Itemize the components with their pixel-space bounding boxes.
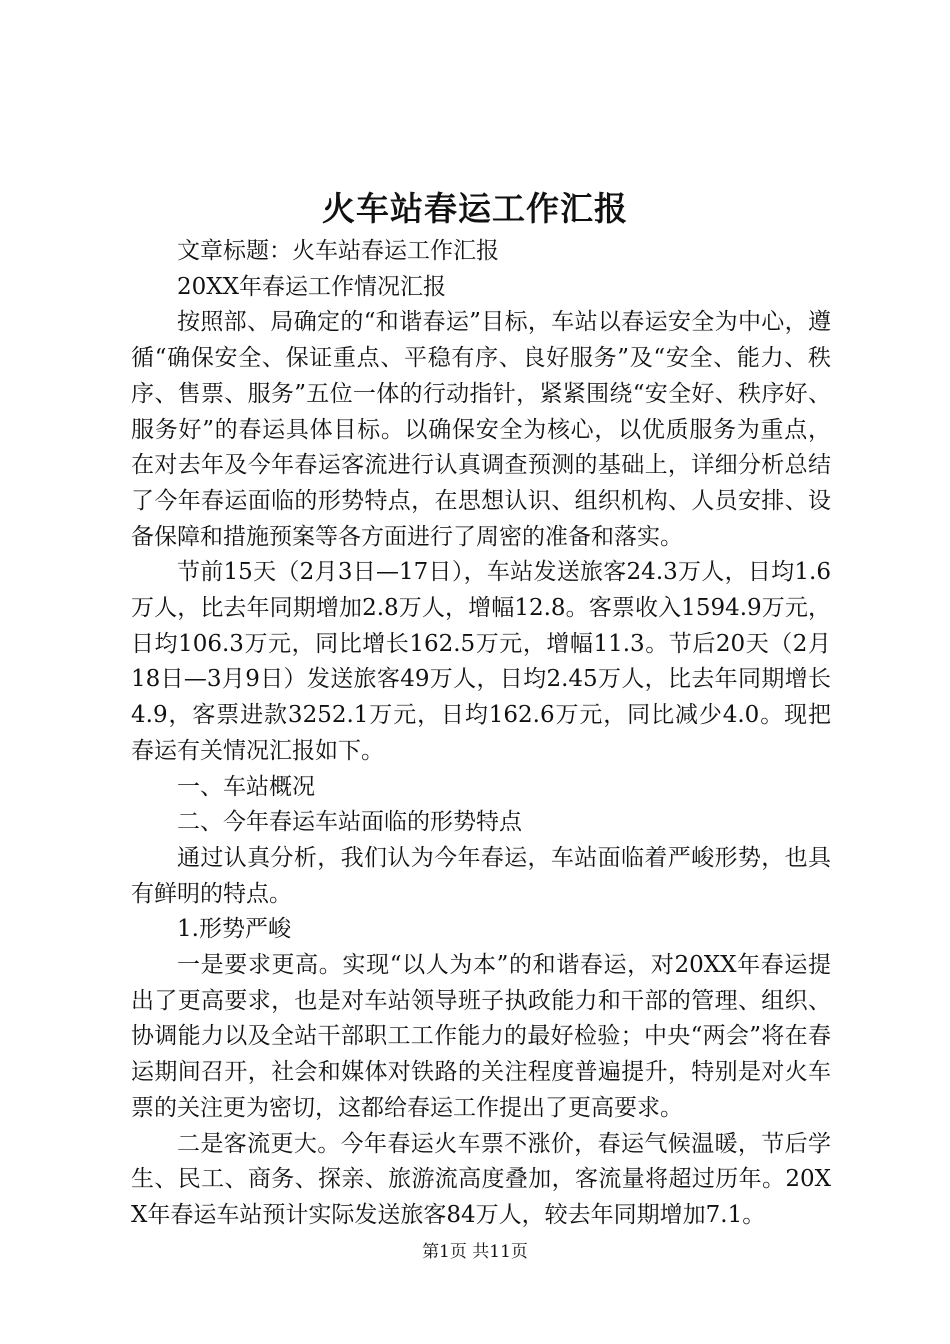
- paragraph-larger-passenger-flow: 二是客流更大。今年春运火车票不涨价，春运气候温暖，节后学生、民工、商务、探亲、旅游流高度叠加，客流量将超过历年。20XX年春运车站预计实际发送旅客84万人，较去年同期增加7.1。: [131, 1130, 831, 1228]
- paragraph-higher-requirements: 一是要求更高。实现“以人为本”的和谐春运，对20XX年春运提出了更高要求，也是对车站领导班子执政能力和干部的管理、组织、协调能力以及全站干部职工工作能力的最好检验；中央“两会”将在春运期间召开，社会和媒体对铁路的关注程度普遍提升，特别是对火车票的关注更为密切，这都给春运工作提出了更高要求。: [131, 952, 831, 1121]
- section-heading-overview: 一、车站概况: [177, 773, 315, 800]
- page-number-footer: 第1页 共11页: [422, 1242, 528, 1262]
- paragraph-analysis: 通过认真分析，我们认为今年春运，车站面临着严峻形势，也具有鲜明的特点。: [131, 844, 831, 907]
- section-heading-situation: 二、今年春运车站面临的形势特点: [177, 809, 522, 836]
- subheading-severe-situation: 1.形势严峻: [177, 916, 291, 943]
- paragraph-intro: 按照部、局确定的“和谐春运”目标，车站以春运安全为中心，遵循“确保安全、保证重点、平稳有序、良好服务”及“安全、能力、秩序、售票、服务”五位一体的行动指针，紧紧围绕“安全好、秩序好、服务好”的春运具体目标。以确保安全为核心，以优质服务为重点，在对去年及今年春运客流进行认真调查预测的基础上，详细分析总结了今年春运面临的形势特点，在思想认识、组织机构、人员安排、设备保障和措施预案等各方面进行了周密的准备和落实。: [131, 309, 831, 550]
- document-body: [131, 234, 831, 1234]
- paragraph-report-heading: 20XX年春运工作情况汇报: [177, 273, 447, 300]
- paragraph-article-heading: 文章标题：火车站春运工作汇报: [177, 238, 499, 264]
- paragraph-statistics: 节前15天（2月3日—17日），车站发送旅客24.3万人，日均1.6万人，比去年同期增加2.8万人，增幅12.8。客票收入1594.9万元，日均106.3万元，同比增长162.5万元，增幅11.3。节后20天（2月18日—3月9日）发送旅客49万人，日均2.45万人，比去年同期增长4.9，客票进款3252.1万元，日均162.6万元，同比减少4.0。现把春运有关情况汇报如下。: [131, 559, 831, 764]
- document-title: 火车站春运工作汇报: [322, 189, 628, 228]
